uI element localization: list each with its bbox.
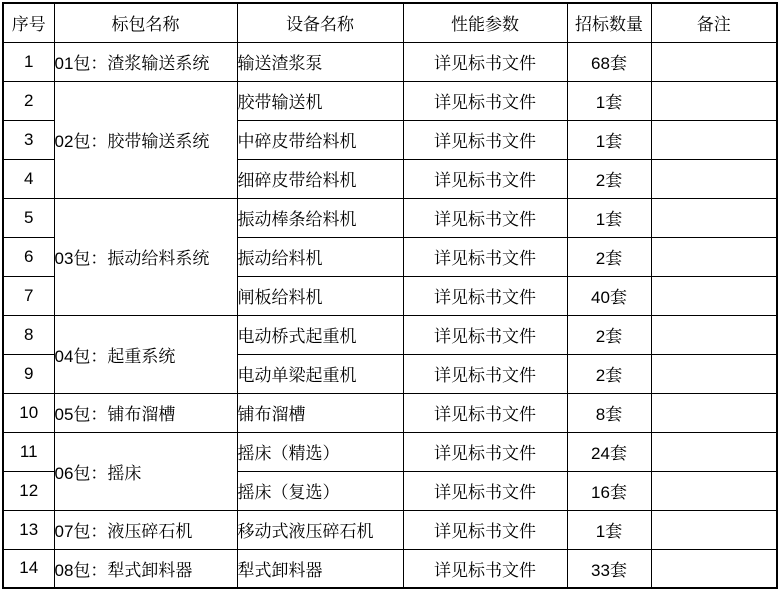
serial-cell: 2 [3,81,54,120]
equipment-cell: 胶带输送机 [237,81,403,120]
equipment-cell: 细碎皮带给料机 [237,159,403,198]
remark-cell [651,432,777,471]
qty-cell: 33套 [567,549,651,588]
remark-cell [651,510,777,549]
serial-cell: 7 [3,276,54,315]
bid-equipment-table [2,2,778,589]
package-cell: 07包：液压碎石机 [54,510,237,549]
serial-cell: 5 [3,198,54,237]
qty-cell: 8套 [567,393,651,432]
qty-cell: 68套 [567,42,651,81]
serial-cell: 6 [3,237,54,276]
serial-cell: 12 [3,471,54,510]
package-cell: 03包：振动给料系统 [54,198,237,315]
package-cell: 02包：胶带输送系统 [54,81,237,198]
serial-cell: 4 [3,159,54,198]
remark-cell [651,120,777,159]
header-package: 标包名称 [54,3,237,42]
qty-cell: 1套 [567,198,651,237]
package-cell: 05包：铺布溜槽 [54,393,237,432]
table-row [3,432,777,471]
equipment-cell: 输送渣浆泵 [237,42,403,81]
params-cell: 详见标书文件 [403,393,567,432]
params-cell: 详见标书文件 [403,81,567,120]
table-row [3,549,777,588]
params-cell: 详见标书文件 [403,159,567,198]
remark-cell [651,471,777,510]
qty-cell: 2套 [567,237,651,276]
serial-cell: 1 [3,42,54,81]
serial-cell: 13 [3,510,54,549]
table-row [3,81,777,120]
remark-cell [651,42,777,81]
qty-cell: 2套 [567,159,651,198]
table-header-row [3,3,777,42]
params-cell: 详见标书文件 [403,432,567,471]
qty-cell: 24套 [567,432,651,471]
remark-cell [651,237,777,276]
table-row [3,315,777,354]
qty-cell: 2套 [567,315,651,354]
header-qty: 招标数量 [567,3,651,42]
package-cell: 04包：起重系统 [54,315,237,393]
qty-cell: 16套 [567,471,651,510]
params-cell: 详见标书文件 [403,315,567,354]
params-cell: 详见标书文件 [403,276,567,315]
table-row [3,42,777,81]
remark-cell [651,276,777,315]
equipment-cell: 电动桥式起重机 [237,315,403,354]
header-equipment: 设备名称 [237,3,403,42]
equipment-cell: 电动单梁起重机 [237,354,403,393]
table-row [3,198,777,237]
qty-cell: 2套 [567,354,651,393]
params-cell: 详见标书文件 [403,42,567,81]
qty-cell: 1套 [567,120,651,159]
remark-cell [651,393,777,432]
serial-cell: 11 [3,432,54,471]
equipment-cell: 铺布溜槽 [237,393,403,432]
remark-cell [651,354,777,393]
params-cell: 详见标书文件 [403,471,567,510]
header-serial: 序号 [3,3,54,42]
table-row [3,510,777,549]
equipment-cell: 移动式液压碎石机 [237,510,403,549]
params-cell: 详见标书文件 [403,237,567,276]
remark-cell [651,159,777,198]
serial-cell: 3 [3,120,54,159]
equipment-cell: 摇床（精选） [237,432,403,471]
params-cell: 详见标书文件 [403,549,567,588]
equipment-cell: 振动给料机 [237,237,403,276]
package-cell: 06包：摇床 [54,432,237,510]
qty-cell: 1套 [567,81,651,120]
qty-cell: 40套 [567,276,651,315]
params-cell: 详见标书文件 [403,510,567,549]
serial-cell: 14 [3,549,54,588]
package-cell: 01包：渣浆输送系统 [54,42,237,81]
package-cell: 08包：犁式卸料器 [54,549,237,588]
remark-cell [651,81,777,120]
equipment-cell: 犁式卸料器 [237,549,403,588]
serial-cell: 8 [3,315,54,354]
table-row [3,393,777,432]
params-cell: 详见标书文件 [403,120,567,159]
serial-cell: 10 [3,393,54,432]
remark-cell [651,549,777,588]
params-cell: 详见标书文件 [403,198,567,237]
equipment-cell: 摇床（复选） [237,471,403,510]
equipment-cell: 闸板给料机 [237,276,403,315]
equipment-cell: 振动棒条给料机 [237,198,403,237]
qty-cell: 1套 [567,510,651,549]
remark-cell [651,315,777,354]
equipment-cell: 中碎皮带给料机 [237,120,403,159]
serial-cell: 9 [3,354,54,393]
header-remark: 备注 [651,3,777,42]
params-cell: 详见标书文件 [403,354,567,393]
header-params: 性能参数 [403,3,567,42]
remark-cell [651,198,777,237]
